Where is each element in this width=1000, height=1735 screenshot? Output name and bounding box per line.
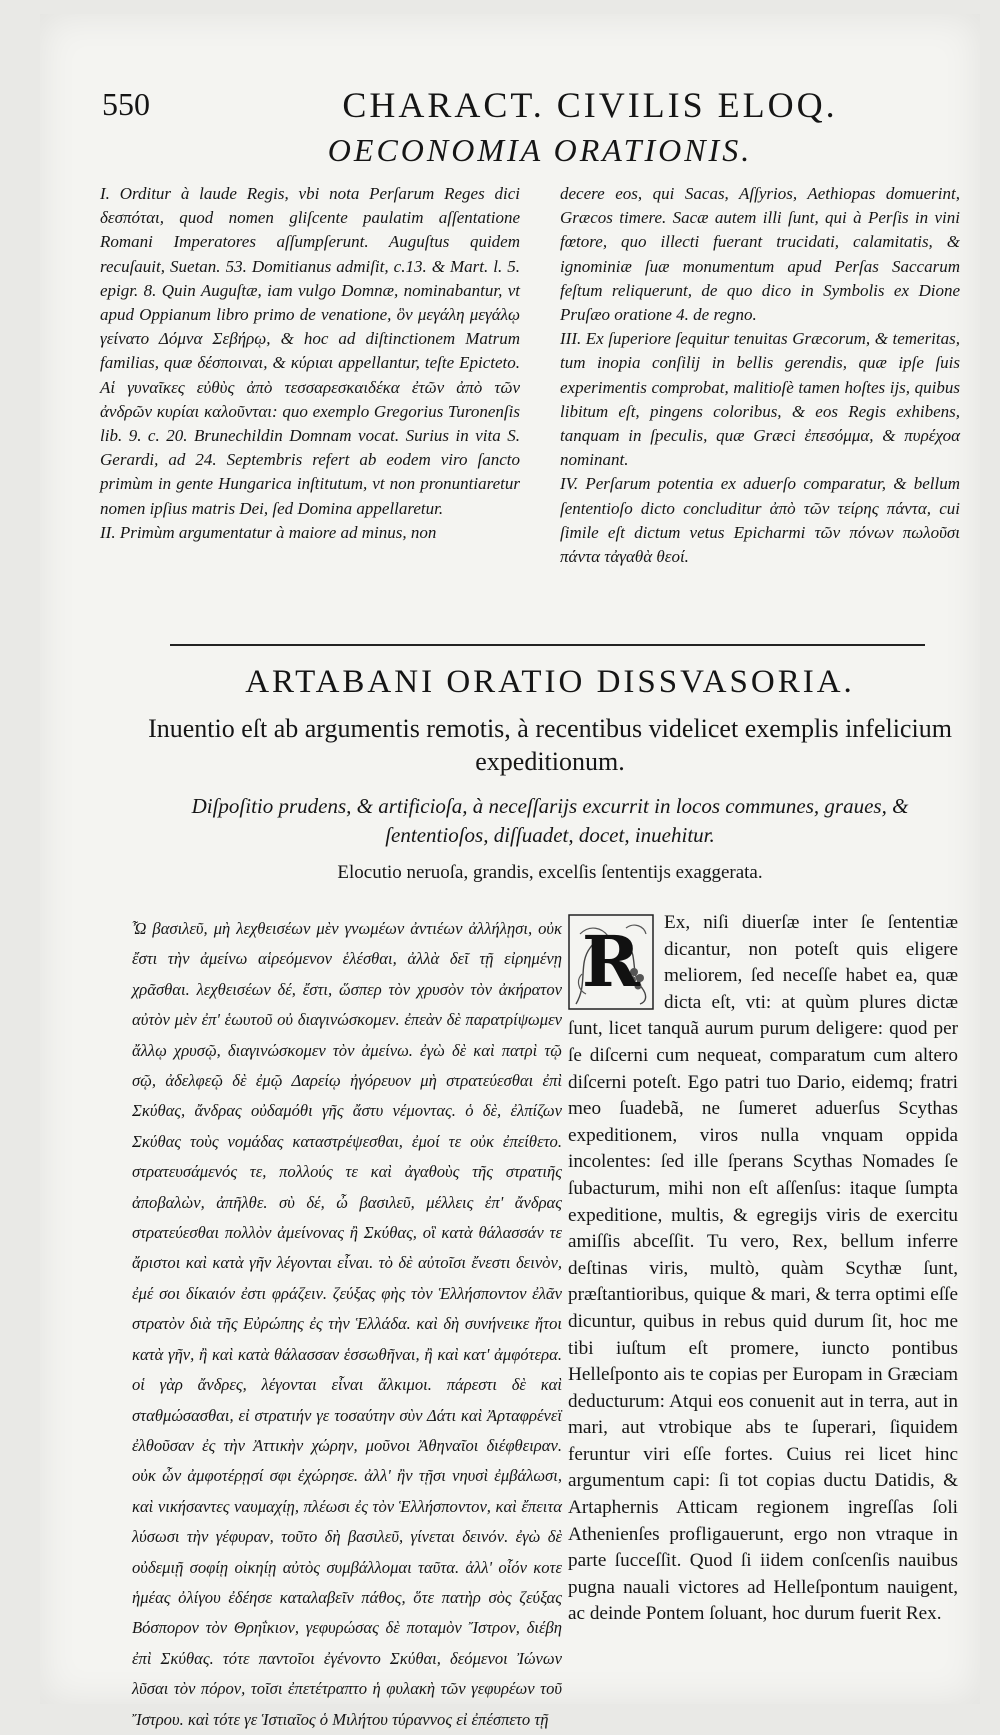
- latin-translation-text: Ex, niſi diuerſæ inter ſe ſententiæ dicantur, non poteſt quis eligere meliorem, ſed neceſſe habet ea, quæ dicta eſt, vti: at quùm plures dictæ ſunt, licet tanquã aurum purum deligere: quod per ſe diſcerni cum nequeat, comparatum cum altero diſcerni poteſt. Ego patri tuo Dario, eidemq; fratri meo ſuadebã, ne ſumeret aduerſus Scythas expeditionem, viros nulla vnquam oppida incolentes: ſed ille ſperans Scythas Nomades ſe ſubacturum, mihi non eſt aſſenſus: itaque ſumpta expeditione, multis, & egregijs viris de exercitu amiſſis abceſſit. Tu vero, Rex, bellum inferre deſtinas viris, multò, quàm Scythæ ſunt, præſtantioribus, quique & mari, & terra optimi eſſe dicuntur, quibus in rebus quid durum ſit, hoc me tibi iuſtum eſt promere, iuncto pontibus Helleſponto ais te copias per Europam in Græciam deducturum: Atqui eos conuenit aut in terra, aut in mari, aut vtrobique abs te ſuperari, ſiquidem feruntur viri eſſe fortes. Cuius rei licet hinc argumentum capi: ſi tot copias ductu Datidis, & Artaphernis Atticam regionem ingreſſas ſoli Athenienſes profligauerunt, ergo non vtraque in parte ſucceſſit. Quod ſi iidem conſcenſis nauibus pugna nauali victores ad Helleſpontum nauigent, ac deinde Pontem ſoluant, hoc durum fuerit Rex.: [568, 912, 958, 1625]
- book-page: [40, 14, 980, 1729]
- commentary-paragraph: I. Orditur à laude Regis, vbi nota Perſarum Reges dici δεσπόται, quod nomen gliſcente paulatim aſſentatione Romani Imperatores aſſumpſerunt. Auguſtus quidem recuſauit, Suetan. 53. Domitianus admiſit, c.13. & Mart. l. 5. epigr. 8. Quin Auguſtæ, iam vulgo Domnæ, nominabantur, vt apud Oppianum libro primo de venatione, ὃν μεγάλη μεγάλῳ γείνατο Δόμνα Σεβήρῳ, & hoc ad diſtinctionem Matrum familias, quæ δέσποιναι, & κύριαι appellantur, teſte Epicteto. Αἱ γυναῖκες εὐθὺς ἀπὸ τεσσαρεσκαιδέκα ἐτῶν ἀπὸ τῶν ἀνδρῶν κυρίαι καλοῦνται: quo exemplo Gregorius Turonenſis lib. 9. c. 20. Brunechildin Domnam vocat. Surius in vita S. Gerardi, ad 24. Septembris refert ab eodem viro ſancto primùm in gente Hungarica inſtitutum, vt non pronuntiaretur nomen ipſius matris Dei, ſed Domina appellaretur.: [100, 184, 520, 518]
- section-title: OECONOMIA ORATIONIS.: [327, 132, 753, 168]
- page-number: 550: [102, 86, 150, 122]
- commentary-paragraph: IV. Perſarum potentia ex aduerſo comparatur, & bellum ſententioſo dicto concluditur ἀπὸ τῶν τείρης πάντα, cui ſimile eſt dictum vetus Epicharmi τῶν πόνων πωλοῦσι πάντα τἀγαθὰ θεοί.: [560, 474, 960, 567]
- greek-text-column: Ὦ βασιλεῦ, μὴ λεχθεισέων μὲν γνωμέων ἀντιέων ἀλλήλῃσι, οὐκ ἔστι τὴν ἀμείνω αἱρεόμενον ἑλέσθαι, ἀλλὰ δεῖ τῇ εἰρημένῃ χρᾶσθαι. λεχθεισέων δέ, ἔστι, ὥσπερ τὸν χρυσὸν τὸν ἀκήρατον αὐτὸν μὲν ἐπ' ἑωυτοῦ οὐ διαγινώσκομεν. ἐπεὰν δὲ παρατρίψωμεν ἄλλῳ χρυσῷ, διαγινώσκομεν τὸν ἀμείνω. ἐγὼ δὲ καὶ πατρὶ τῷ σῷ, ἀδελφεῷ δὲ ἐμῷ Δαρείῳ ἠγόρευον μὴ στρατεύεσθαι ἐπὶ Σκύθας, ἄνδρας οὐδαμόθι γῆς ἄστυ νέμοντας. ὁ δὲ, ἐλπίζων Σκύθας τοὺς νομάδας καταστρέψεσθαι, ἐμοί τε οὐκ ἐπείθετο. στρατευσάμενός τε, πολλούς τε καὶ ἀγαθοὺς τῆς στρατιῆς ἀποβαλὼν, ἀπῆλθε. σὺ δέ, ὦ βασιλεῦ, μέλλεις ἐπ' ἄνδρας στρατεύεσθαι πολλὸν ἀμείνονας ἢ Σκύθας, οἳ κατὰ θάλασσάν τε ἄριστοι καὶ κατὰ γῆν λέγονται εἶναι. τὸ δὲ αὐτοῖσι ἔνεστι δεινὸν, ἐμέ σοι δίκαιόν ἐστι φράζειν. ζεύξας φὴς τὸν Ἑλλήσποντον ἐλᾶν στρατὸν διὰ τῆς Εὐρώπης ἐς τὴν Ἑλλάδα. καὶ δὴ συνήνεικε ἤτοι κατὰ γῆν, ἢ καὶ κατὰ θάλασσαν ἑσσωθῆναι, ἢ καὶ κατ' ἀμφότερα. οἱ γὰρ ἄνδρες, λέγονται εἶναι ἄλκιμοι. πάρεστι δὲ καὶ σταθμώσασθαι, εἰ στρατιήν γε τοσαύτην σὺν Δάτι καὶ Ἀρταφρένεϊ ἐλθοῦσαν ἐς τὴν Ἀττικὴν χώρην, μοῦνοι Ἀθηναῖοι διέφθειραν. οὐκ ὦν ἀμφοτέρῃσί σφι ἐχώρησε. ἀλλ' ἢν τῇσι νηυσὶ ἐμβάλωσι, καὶ νικήσαντες ναυμαχίῃ, πλέωσι ἐς τὸν Ἑλλήσποντον, καὶ ἔπειτα λύσωσι τὴν γέφυραν, τοῦτο δὴ βασιλεῦ, γίνεται δεινόν. ἐγὼ δὲ οὐδεμιῇ σοφίῃ οἰκηίῃ αὐτὸς συμβάλλομαι ταῦτα. ἀλλ' οἷόν κοτε ἡμέας ὀλίγου ἐδέησε καταλαβεῖν πάθος, ὅτε πατὴρ σὸς ζεύξας Βόσπορον τὸν Θρηΐκιον, γεφυρώσας δὲ ποταμὸν Ἴστρον, διέβη ἐπὶ Σκύθας. τότε παντοῖοι ἐγένοντο Σκύθαι, δεόμενοι Ἰώνων λῦσαι τὸν πόρον, τοῖσι ἐπετέτραπτο ἡ φυλακὴ τῶν γεφυρέων τοῦ Ἴστρου. καὶ τότε γε Ἱστιαῖος ὁ Μιλήτου τύραννος εἰ ἐπέσπετο τῇ: [132, 919, 562, 1729]
- decorated-initial-r-icon: [568, 914, 654, 1010]
- drop-cap-letter: R: [581, 920, 641, 1003]
- commentary-left-column: [100, 182, 520, 545]
- commentary-paragraph: decere eos, qui Sacas, Aſſyrios, Aethiopas domuerint, Græcos timere. Sacæ autem illi ſunt, qui à Perſis in vini fœtore, quo illecti fuerant trucidati, calamitatis, & ignominiæ ſuæ monumentum apud Perſas Saccarum feſtum reliquerunt, de quo dico in Symbolis ex Dione Pruſæo oratione 4. de regno.: [560, 184, 960, 325]
- inuentio-heading: Inuentio eſt ab argumentis remotis, à recentibus videlicet exemplis infelicium expeditionum.: [148, 714, 952, 776]
- commentary-right-column: [560, 182, 960, 569]
- commentary-paragraph: III. Ex ſuperiore ſequitur tenuitas Græcorum, & temeritas, tum inopia conſilij in bellis gerendis, quæ ipſe ſuis experimentis comprobat, malitioſè tamen hoſtes ijs, quibus libitum eſt, pingens coloribus, & eos Regis exhibens, tanquam in ſpeculis, quæ Græci ἐπεσόμμα, & πυρέχοα nominant.: [560, 329, 960, 470]
- dispositio-heading: Diſpoſitio prudens, & artificioſa, à neceſſarijs excurrit in locos communes, graues, & ſententioſos, diſſuadet, docet, inuehitur.: [191, 794, 909, 847]
- latin-text-column: [568, 910, 958, 1628]
- oration-title: ARTABANI ORATIO DISSVASORIA.: [245, 664, 855, 700]
- commentary-paragraph: II. Primùm argumentatur à maiore ad minus, non: [100, 522, 437, 542]
- running-head: CHARACT. CIVILIS ELOQ.: [342, 85, 838, 125]
- elocutio-heading: Elocutio neruoſa, grandis, excelſis ſententijs exaggerata.: [337, 862, 763, 883]
- section-divider: [170, 644, 925, 646]
